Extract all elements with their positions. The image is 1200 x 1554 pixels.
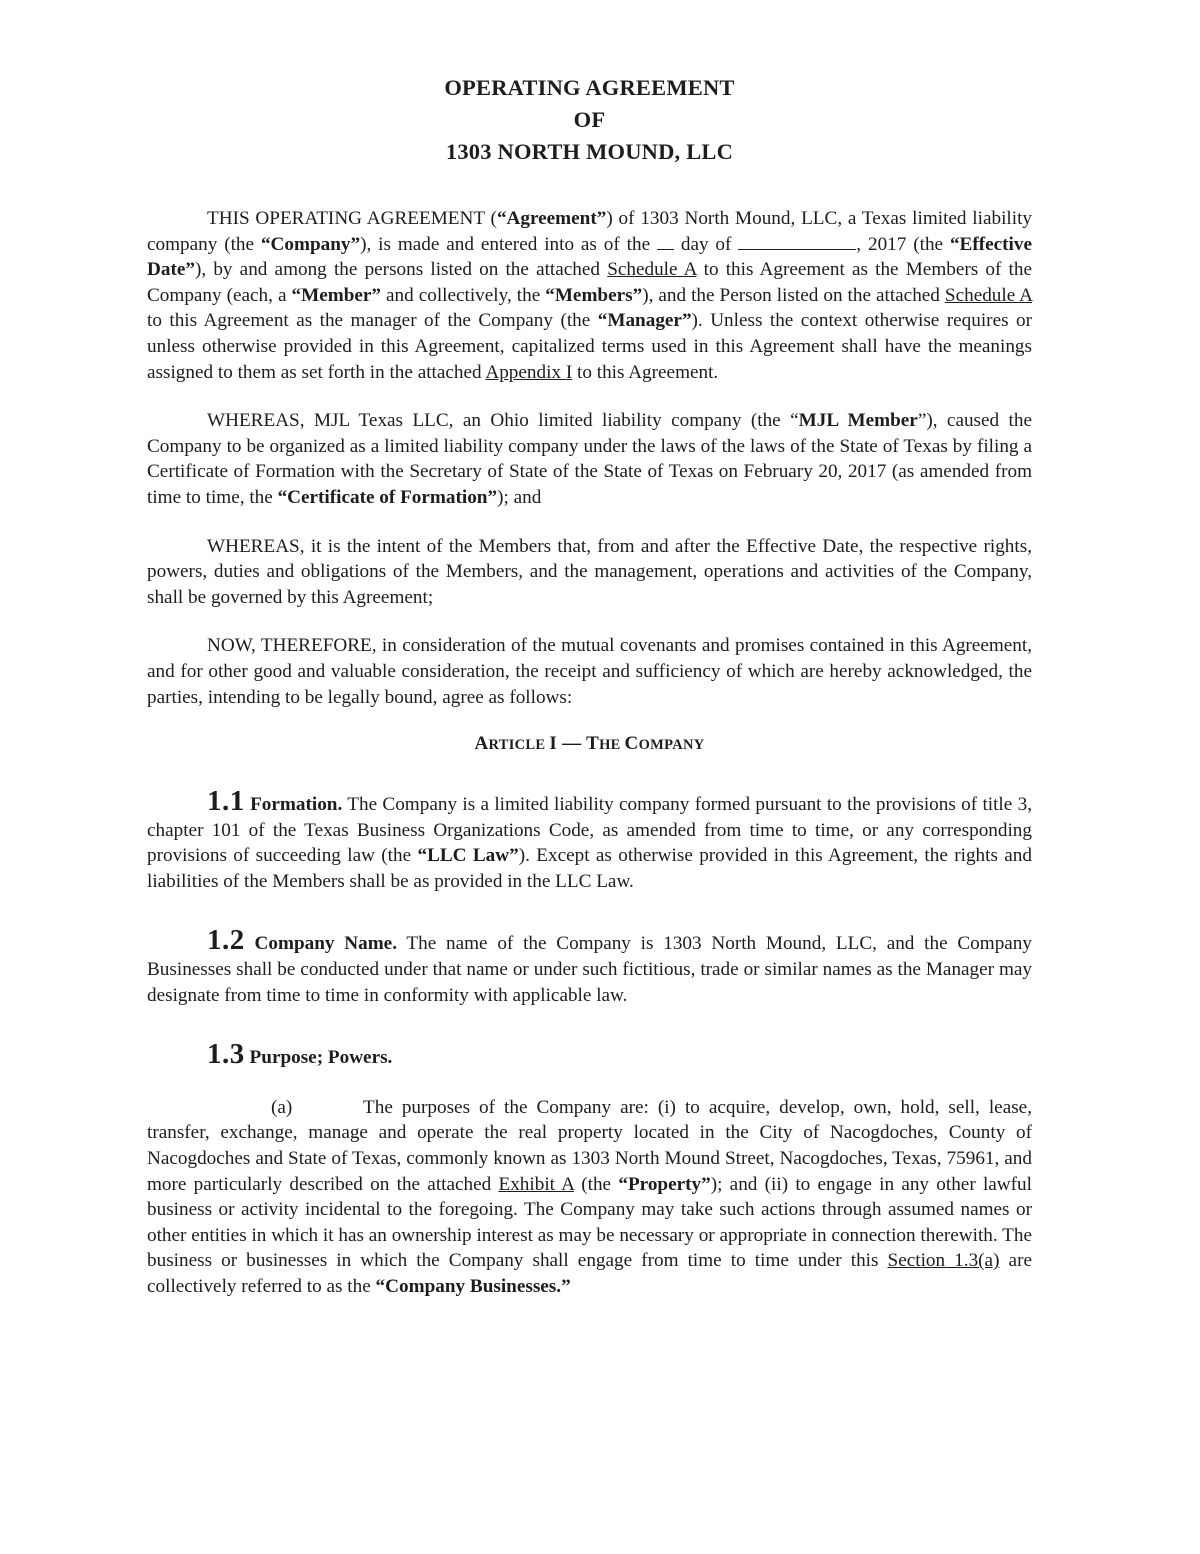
section-number: 1.3 xyxy=(207,1038,245,1071)
day-blank xyxy=(657,248,674,250)
exhibit-a-ref: Exhibit A xyxy=(498,1173,574,1195)
section-1-2: 1.2 Company Name. The name of the Company is 1303 North Mound, LLC, and the Company Businesses shall be conducted under that name or under such fictitious, trade or similar names as the Manager may designate from time to time in conformity with applicable law. xyxy=(147,924,1032,1006)
section-1-3 xyxy=(147,1038,1032,1071)
section-1-3-a: (a) The purposes of the Company are: (i) to acquire, develop, own, hold, sell, lease, transfer, exchange, manage and operate the real property located in the City of Nacogdoches, County of Nacogdoches and State of Texas, commonly known as 1303 North Mound Street, Nacogdoches, Texas, 75961, and more particularly described on the attached Exhibit A (the “Property”); and (ii) to engage in any other lawful business or activity incidental to the foregoing. The Company may take such actions through assumed names or other entities in which it has an ownership interest as may be necessary or appropriate in connection therewith. The business or businesses in which the Company shall engage from time to time under this Section 1.3(a) are collectively referred to as the “Company Businesses.” xyxy=(147,1096,1032,1297)
subsection-label: (a) xyxy=(271,1096,293,1118)
intro-paragraph: THIS OPERATING AGREEMENT (“Agreement”) of 1303 North Mound, LLC, a Texas limited liability company (the “Company”), is made and entered into as of the day of , 2017 (the “Effective Date”), by and among the persons listed on the attached Schedule A to this Agreement as the Members of the Company (each, a “Member” and collectively, the “Members”), and the Person listed on the attached Schedule A to this Agreement as the manager of the Company (the “Manager”). Unless the context otherwise requires or unless otherwise provided in this Agreement, capitalized terms used in this Agreement shall have the meanings assigned to them as set forth in the attached Appendix I to this Agreement. xyxy=(147,208,1032,383)
section-1-3a-ref: Section 1.3(a) xyxy=(887,1250,1000,1272)
whereas-paragraph-2: WHEREAS, it is the intent of the Members that, from and after the Effective Date, the respective rights, powers, duties and obligations of the Members, and the management, operations and activities of the Company, shall be governed by this Agreement; xyxy=(147,535,1032,608)
section-1-1: 1.1 Formation. The Company is a limited liability company formed pursuant to the provisions of title 3, chapter 101 of the Texas Business Organizations Code, as amended from time to time, or any corresponding provisions of succeeding law (the “LLC Law”). Except as otherwise provided in this Agreement, the rights and liabilities of the Members shall be as provided in the LLC Law. xyxy=(147,785,1033,892)
section-number: 1.2 xyxy=(207,924,245,957)
schedule-a-ref: Schedule A xyxy=(607,259,697,281)
section-number: 1.1 xyxy=(207,785,245,818)
month-blank xyxy=(738,248,856,250)
title-line-2: OF xyxy=(573,107,606,132)
document-title xyxy=(147,72,1032,168)
appendix-i-ref: Appendix I xyxy=(485,361,573,383)
title-line-3: 1303 NORTH MOUND, LLC xyxy=(445,139,734,164)
article-heading: ARTICLE I — THE COMPANY xyxy=(474,733,705,755)
now-therefore-paragraph: NOW, THEREFORE, in consideration of the mutual covenants and promises contained in this Agreement, and for other good and valuable consideration, the receipt and sufficiency of which are hereby acknowledged, the parties, intending to be legally bound, agree as follows: xyxy=(147,635,1032,708)
whereas-paragraph-1: WHEREAS, MJL Texas LLC, an Ohio limited liability company (the “MJL Member”), caused the Company to be organized as a limited liability company under the laws of the laws of the State of Texas by filing a Certificate of Formation with the Secretary of State of the State of Texas on February 20, 2017 (as amended from time to time, the “Certificate of Formation”); and xyxy=(147,410,1032,508)
section-heading: Formation. xyxy=(250,794,343,816)
section-heading: Company Name. xyxy=(254,933,397,955)
title-line-1: OPERATING AGREEMENT xyxy=(444,75,735,100)
schedule-a-ref-2: Schedule A xyxy=(944,284,1032,306)
section-heading: Purpose; Powers. xyxy=(249,1047,393,1069)
